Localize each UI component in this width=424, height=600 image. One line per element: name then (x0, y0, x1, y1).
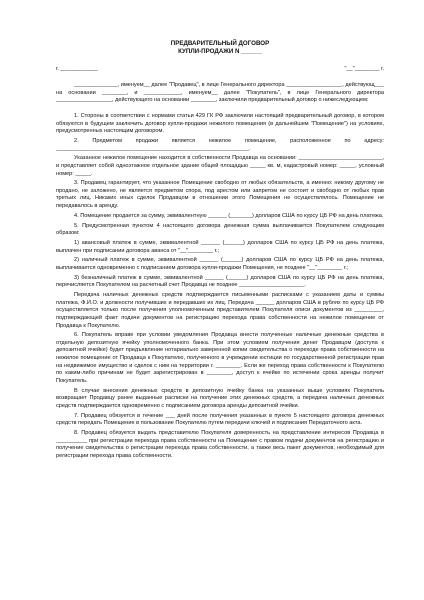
city-field: г. ____________ (56, 66, 98, 73)
date-field: "__"________ г. (344, 66, 384, 73)
title-line-2: КУПЛИ-ПРОДАЖИ N ______ (178, 48, 262, 56)
preamble: ______________, именуем__ далее "Продавец", в лице Генерального директора __________________, действующ___ на основании ________, и ____________, именуем__ далее "Покупатель", в лице Генерального директора __________________, действующего на основании ________, заключили предварительный договор о нижеследующем: (56, 82, 384, 104)
clause-2-ownership: Указанное нежилое помещение находится в собственности Продавца на основании: ___________________________, и представляет собой одноэтажное отдельное здание общей площадью _____ кв. м, кадастровый номер: _____, условный номер: _____. (56, 155, 384, 177)
clause-8: 8. Продавец обязуется выдать представителю Покупателя доверенность на представление интересов Продавца в __________ при регистрации перехода права собственности на Помещение с правом подачи документов на регистрацию и получение свидетельства о регистрации перехода права собственности, а также весь пакет документов, необходимый для регистрации перехода права собственности. (56, 429, 384, 459)
clause-5: 5. Предусмотренная пунктом 4 настоящего договора денежная сумма выплачивается Покупателем следующим образом: (56, 222, 384, 237)
clause-4: 4. Помещение продается за сумму, эквивалентную ______ (_______) долларов США по курсу ЦБ РФ на день платежа. (74, 212, 384, 219)
title-line-1: ПРЕДВАРИТЕЛЬНЫЙ ДОГОВОР (170, 40, 270, 47)
clause-5-payment-2: 2) наличный платеж в сумме, эквивалентной ______ (______) долларов США по курсу ЦБ РФ на день платежа, выплачивается одновременно с подписанием договора купли-продажи Помещения, не позднее "__"________ г.; (56, 257, 384, 271)
clause-6-deposit: В случае внесения денежных средств в депозитную ячейку банка на указанных выше условиях Покупатель возвращает Продавцу ранее выданные расписки на получение этих денежных средств, а передача наличных денежных средств подтверждается одновременно с подписанием договора аренды депозитной ячейки. (56, 387, 384, 409)
clause-5-receipts: Передача наличных денежных средств подтверждается письменными расписками с указанием даты и суммы платежа, Ф.И.О. и должности получивших и передавших их лиц. Передача ______ долларов США в рублях по курсу ЦБ РФ осуществляется только после получения уполномоченным представителем Покупателя описи документов из _________, подтверждающей факт подачи документов на регистрацию перехода права собственности на нежилое помещение от Продавца к Покупателю. (56, 292, 384, 329)
document-title (56, 40, 384, 56)
clause-5-payment-1: 1) авансовый платеж в сумме, эквивалентной ______ (______) долларов США по курсу ЦБ РФ на день платежа, выплачен при подписании договора аванса от "__"________ г.; (56, 240, 384, 254)
clause-5-payment-3: 3) безналичный платеж в сумме, эквивалентной ______ (______) долларов США по курсу ЦБ РФ на день платежа, перечисляется Покупателем на расчетный счет Продавца не позднее _____________________. (56, 274, 384, 289)
city-date-row (56, 66, 384, 74)
clause-1: 1. Стороны в соответствии с нормами статьи 429 ГК РФ заключили настоящий предварительный договор, в котором обязуются в будущем заключить договор купли-продажи нежилого помещения (в дальнейшем "Помещение") на условиях, предусмотренных настоящим договором. (56, 112, 384, 135)
clause-6: 6. Покупатель вправе при условии уведомления Продавца внести полученные наличные денежные средства в отдельную депозитную ячейку уполномоченного банка. При этом условием получения денег Продавцом (доступа к депозитной ячейке) будет предъявление нотариально заверенной копии свидетельства о переходе права собственности на нежилое помещение от Продавца к Покупателю, полученного в учреждении юстиции по государственной регистрации прав на недвижимое имущество и сделок с ним на территории г. ________. Если же переход права собственности к Покупателю по каким-либо причинам не будет зарегистрирован в ________, доступ к ячейке по истечении срока аренды получит Покупатель. (56, 332, 384, 384)
clause-7: 7. Продавец обязуется в течение ___ дней после получения указанных в пункте 5 настоящего договора денежных средств передать Помещение в пользование Покупателю путем передачи ключей и подписания Передаточного акта. (56, 412, 384, 427)
clause-2: 2. Предметом продажи является нежилое помещение, расположенное по адресу: ______________________________________________________________. (56, 137, 384, 152)
clause-3: 3. Продавец гарантирует, что указанное Помещение свободно от любых обязательств, а именно: никому другому не продано, не заложено, не является предметом спора, под арестом или запретом не состоит и свободно от любых прав третьих лиц. Никаких иных сделок Продавцом в отношении этого Помещения не осуществлялось. Помещение не передавалось в аренду. (56, 180, 384, 210)
